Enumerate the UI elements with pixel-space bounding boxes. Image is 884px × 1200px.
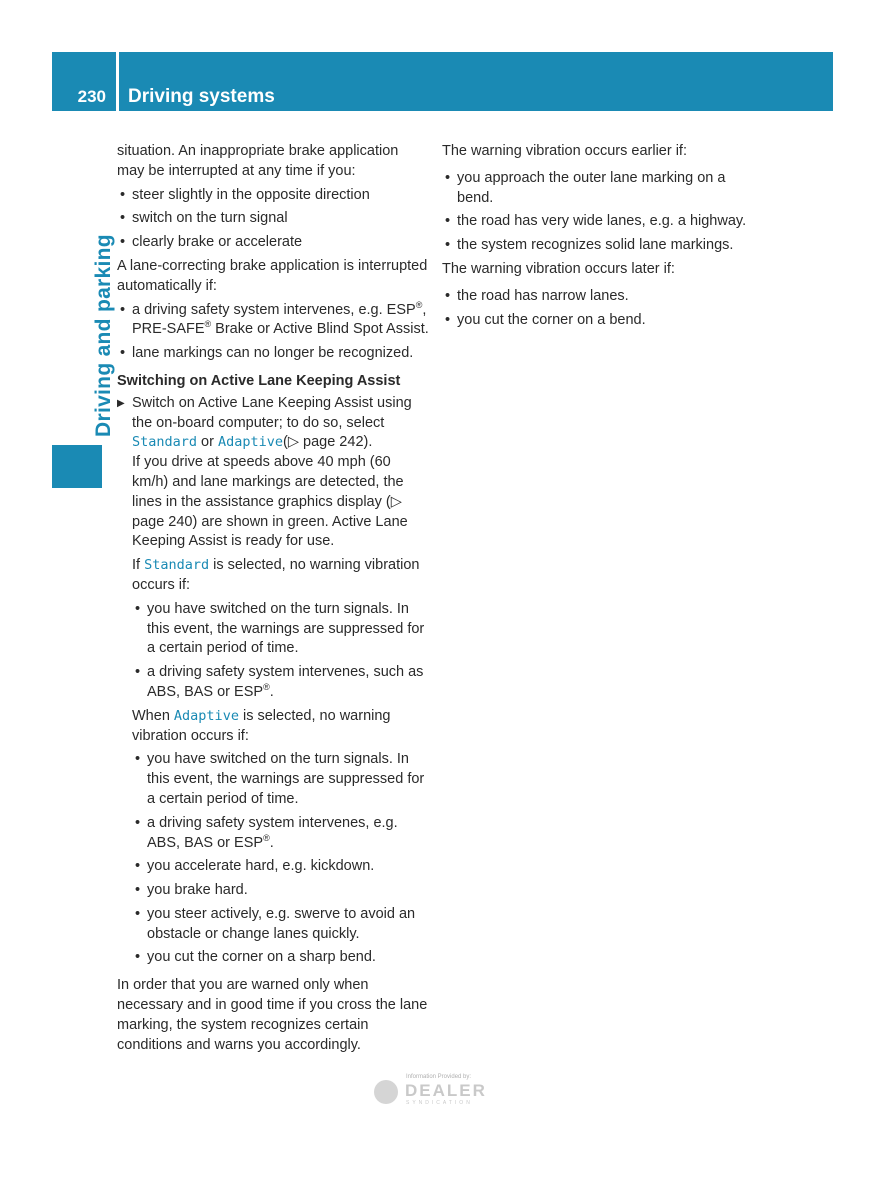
list-item: • you brake hard. bbox=[117, 881, 429, 901]
paragraph-later: The warning vibration occurs later if: bbox=[442, 260, 675, 277]
watermark-caption: Information Provided by: bbox=[406, 1074, 472, 1080]
side-tab-marker bbox=[52, 445, 102, 488]
display-text-adaptive: Adaptive bbox=[173, 707, 239, 724]
list-item-esp: • a driving safety system intervenes, e.g. ESP®, PRE-SAFE® Brake or Active Blind Spot Assist. bbox=[117, 301, 429, 341]
paragraph-final: In order that you are warned only when necessary and in good time if you cross the lane marking, the system recognizes certain conditions and warns you accordingly. bbox=[117, 977, 428, 1053]
list-item: • the system recognizes solid lane markings. bbox=[442, 236, 760, 256]
list-item: • you cut the corner on a sharp bend. bbox=[117, 948, 429, 968]
list-item-esp: • a driving safety system intervenes, such as ABS, BAS or ESP®. bbox=[117, 663, 429, 703]
paragraph-situation: situation. An inappropriate brake application may be interrupted at any time if you: bbox=[117, 143, 399, 179]
list-item: • the road has narrow lanes. bbox=[442, 287, 760, 307]
list-item: • lane markings can no longer be recognized. bbox=[117, 344, 429, 364]
section-title: Driving systems bbox=[128, 86, 275, 107]
paragraph-adaptive-selected: When Adaptive is selected, no warning vibration occurs if: bbox=[132, 707, 391, 744]
list-item: • steer slightly in the opposite direction bbox=[117, 186, 429, 206]
paragraph-speed: If you drive at speeds above 40 mph (60 km/h) and lane markings are detected, the lines in the assistance graphics display (▷ page 240) are shown in green. Active Lane Keeping Assist is ready for use. bbox=[132, 454, 408, 550]
page-number: 230 bbox=[77, 87, 106, 106]
section-heading: Switching on Active Lane Keeping Assist bbox=[117, 372, 401, 389]
list-item: • you steer actively, e.g. swerve to avoid an obstacle or change lanes quickly. bbox=[117, 905, 429, 945]
watermark-subtitle: SYNDICATION bbox=[406, 1100, 473, 1106]
header-title-box bbox=[119, 52, 833, 111]
left-column bbox=[117, 142, 429, 1059]
watermark-brand: DEALER bbox=[405, 1081, 487, 1100]
right-column bbox=[442, 142, 760, 334]
paragraph-standard-selected: If Standard is selected, no warning vibration occurs if: bbox=[132, 557, 420, 593]
display-text-standard: Standard bbox=[144, 557, 210, 574]
list-item: • clearly brake or accelerate bbox=[117, 233, 429, 253]
side-tab-label: Driving and parking bbox=[92, 234, 115, 437]
list-item: • you have switched on the turn signals. In this event, the warnings are suppressed for a certain period of time. bbox=[117, 600, 429, 659]
list-item: • you have switched on the turn signals. In this event, the warnings are suppressed for a certain period of time. bbox=[117, 750, 429, 809]
list-item: • switch on the turn signal bbox=[117, 209, 429, 229]
display-text-adaptive: Adaptive bbox=[217, 434, 284, 451]
paragraph-auto-interrupt: A lane-correcting brake application is interrupted automatically if: bbox=[117, 257, 428, 294]
list-item-esp: • a driving safety system intervenes, e.g. ABS, BAS or ESP®. bbox=[117, 814, 429, 854]
list-item: • you cut the corner on a bend. bbox=[442, 311, 760, 331]
list-item: • the road has very wide lanes, e.g. a highway. bbox=[442, 212, 760, 232]
paragraph-earlier: The warning vibration occurs earlier if: bbox=[442, 143, 687, 159]
list-item: • you accelerate hard, e.g. kickdown. bbox=[117, 857, 429, 877]
display-text-standard: Standard bbox=[132, 434, 198, 451]
header-page-number-box bbox=[52, 52, 116, 111]
watermark-logo-icon bbox=[374, 1080, 398, 1104]
list-item: • you approach the outer lane marking on a bend. bbox=[442, 169, 760, 209]
dealer-watermark bbox=[372, 1072, 504, 1110]
instruction-step: ▶ Switch on Active Lane Keeping Assist using the on-board computer; to do so, select Standard or Adaptive(▷ page 242). bbox=[117, 394, 412, 451]
arrow-icon: ▶ bbox=[117, 397, 125, 409]
